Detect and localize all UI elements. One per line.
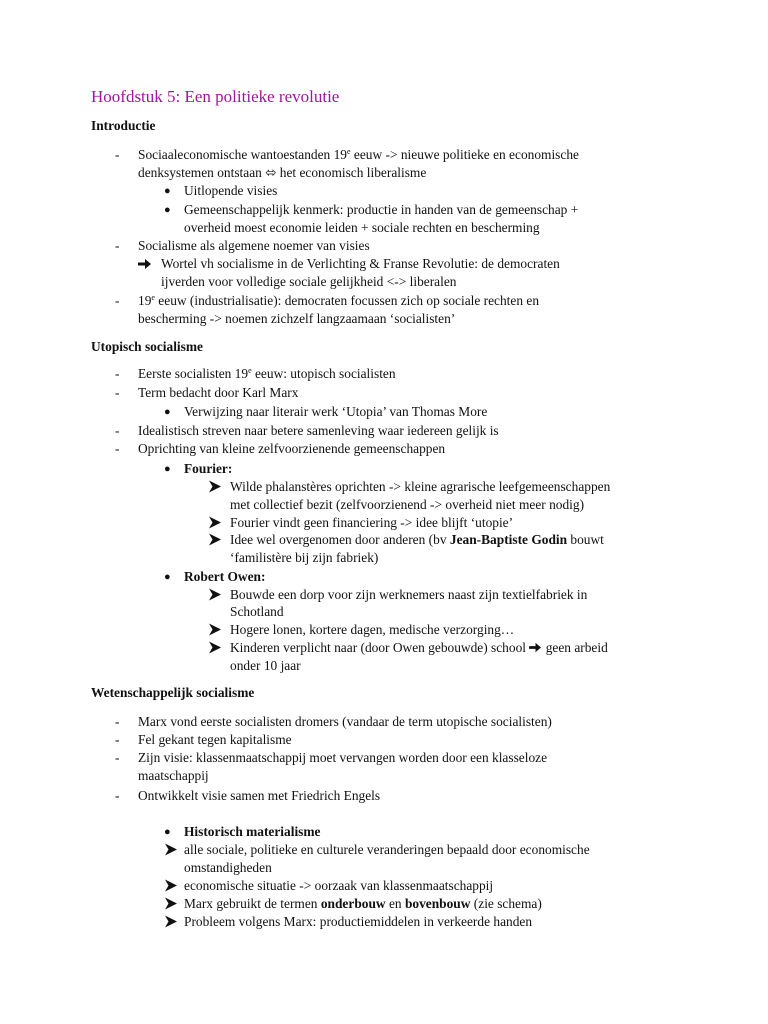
bullet-icon: ●	[164, 826, 171, 838]
arrowhead-icon	[164, 915, 178, 928]
bullet-icon: ●	[164, 185, 171, 197]
bullet-icon: ●	[164, 406, 171, 418]
arrowhead-icon	[164, 843, 178, 856]
page-title: Hoofdstuk 5: Een politieke revolutie	[91, 87, 340, 106]
dash-marker: -	[115, 385, 120, 400]
arrowhead-icon	[208, 516, 222, 529]
bullet-icon: ●	[164, 463, 171, 475]
arrowhead-icon	[208, 480, 222, 493]
dash-marker: -	[115, 238, 120, 253]
dash-marker: -	[115, 441, 120, 456]
bullet-icon: ●	[164, 571, 171, 583]
arrowhead-icon	[208, 623, 222, 636]
bullet-icon: ●	[164, 204, 171, 216]
section-heading-utopisch: Utopisch socialisme	[91, 339, 203, 354]
dash-marker: -	[115, 366, 120, 381]
arrowhead-icon	[164, 897, 178, 910]
double-arrow-icon: ⬄	[265, 165, 277, 180]
dash-marker: -	[115, 423, 120, 438]
arrow-right-icon	[138, 258, 152, 270]
arrowhead-icon	[164, 879, 178, 892]
dash-marker: -	[115, 750, 120, 765]
dash-marker: -	[115, 732, 120, 747]
arrowhead-icon	[208, 588, 222, 601]
dash-marker: -	[115, 147, 120, 162]
arrowhead-icon	[208, 641, 222, 654]
section-heading-wetenschappelijk: Wetenschappelijk socialisme	[91, 685, 255, 700]
dash-marker: -	[115, 293, 120, 308]
section-heading-introductie: Introductie	[91, 118, 156, 133]
arrowhead-icon	[208, 533, 222, 546]
dash-marker: -	[115, 788, 120, 803]
document-page: Hoofdstuk 5: Een politieke revolutie Introductie - Sociaaleconomische wantoestanden 19e eeuw -> nieuwe politieke en economische denksystemen ontstaan ⬄ het economisch liberalisme ● Uitlopende visies ● Gemeenschappelijk kenmerk: productie in handen van de gemeenschap + overheid moest economie leiden + sociale rechten en bescherming - Socialisme als algemene noemer van visies Wortel vh socialisme in de Verlichting & Franse Revolutie: de democraten ijverden voor volledige sociale gelijkheid <-> liberalen - 19e eeuw (industrialisatie): democraten focussen zich op sociale rechten en bescherming -> noemen zichzelf langzaamaan ‘socialisten’ Utopisch socialisme - Eerste socialisten 19e eeuw: utopisch socialisten - Term bedacht door Karl Marx ● Verwijzing naar literair werk ‘Utopia’ van Thomas More - Idealistisch streven naar betere samenleving waar iedereen gelijk is - Oprichting van kleine zelfvoorzienende gemeenschappen ● Fourier: Wilde phalanstères oprichten -> kleine agrarische leefgemeenschappen met collectief bezit (zelfvoorzienend -> overheid niet meer nodig) Fourier vindt geen financiering -> idee blijft ‘utopie’ Idee wel overgenomen door anderen (bv Jean-Baptiste Godin bouwt ‘familistère bij zijn fabriek) ● Robert Owen: Bouwde een dorp voor zijn werknemers naast zijn textielfabriek in Schotland Hogere lonen, kortere dagen, medische verzorging… Kinderen verplicht naar (door Owen gebouwde) school geen arbeid onder 10 jaar Wetenschappelijk socialisme - Marx vond eerste socialisten dromers (vandaar de term utopische socialisten) - Fel gekant tegen kapitalisme - Zijn visie: klassenmaatschappij moet vervangen worden door een klasseloze maatschappij - Ontwikkelt visie samen met Friedrich Engels ● Historisch materialisme alle sociale, politieke en culturele veranderingen bepaald door economische omstandigheden economische situatie -> oorzaak van klassenmaatschappij Marx gebruikt de termen onderbouw en bovenbouw (zie schema) Probleem volgens Marx: productiemiddelen in verkeerde handen	[91, 87, 611, 929]
dash-marker: -	[115, 714, 120, 729]
arrow-right-icon	[529, 642, 542, 653]
